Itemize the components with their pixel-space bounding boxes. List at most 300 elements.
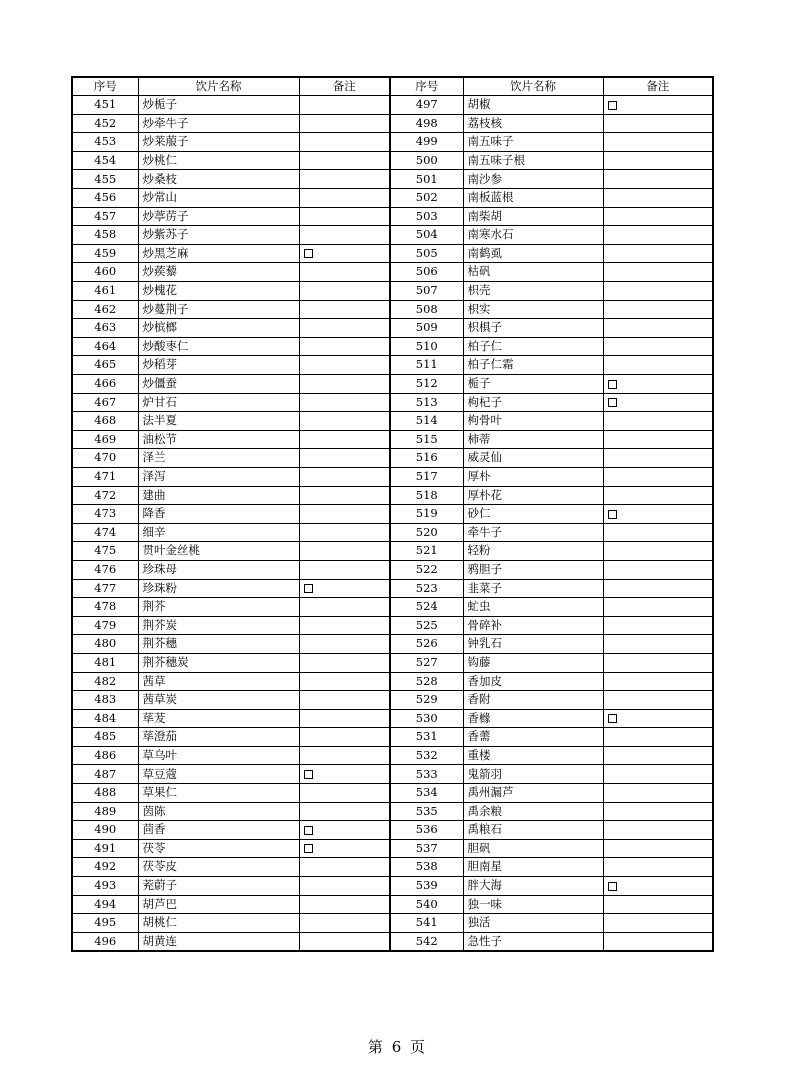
right-herb-name-cell: 枳壳: [463, 282, 603, 301]
table-row: [72, 319, 713, 338]
table-row: [72, 356, 713, 375]
left-herb-name-cell: 荜茇: [138, 709, 299, 728]
left-remark-cell: [299, 449, 390, 468]
left-remark-cell: [299, 579, 390, 598]
table-row: [72, 226, 713, 245]
right-remark-cell: [603, 263, 713, 282]
right-remark-cell: [603, 784, 713, 803]
left-remark-cell: [299, 486, 390, 505]
left-herb-name-cell: 草乌叶: [138, 746, 299, 765]
left-serial-cell: 485: [72, 728, 138, 747]
right-serial-cell: 527: [390, 653, 463, 672]
table-row: [72, 653, 713, 672]
left-remark-cell: [299, 412, 390, 431]
table-row: [72, 133, 713, 152]
left-remark-cell: [299, 319, 390, 338]
left-herb-name-cell: 细辛: [138, 523, 299, 542]
table-row: [72, 114, 713, 133]
right-serial-cell: 510: [390, 337, 463, 356]
table-row: [72, 337, 713, 356]
table-row: [72, 542, 713, 561]
header-remark-left: 备注: [299, 77, 390, 96]
right-herb-name-cell: 钩藤: [463, 653, 603, 672]
left-herb-name-cell: 茵陈: [138, 802, 299, 821]
left-serial-cell: 460: [72, 263, 138, 282]
right-remark-cell: [603, 839, 713, 858]
left-remark-cell: [299, 337, 390, 356]
right-remark-cell: [603, 337, 713, 356]
right-serial-cell: 541: [390, 914, 463, 933]
left-serial-cell: 453: [72, 133, 138, 152]
left-remark-cell: [299, 114, 390, 133]
right-herb-name-cell: 枳椇子: [463, 319, 603, 338]
table-row: [72, 877, 713, 896]
table-row: [72, 170, 713, 189]
left-remark-cell: [299, 151, 390, 170]
right-remark-cell: [603, 189, 713, 208]
left-serial-cell: 484: [72, 709, 138, 728]
footer-prefix: 第: [367, 1038, 383, 1056]
right-remark-cell: [603, 356, 713, 375]
table-row: [72, 821, 713, 840]
right-serial-cell: 503: [390, 207, 463, 226]
right-herb-name-cell: 香薷: [463, 728, 603, 747]
right-herb-name-cell: 枸杞子: [463, 393, 603, 412]
left-serial-cell: 457: [72, 207, 138, 226]
right-herb-name-cell: 枯矾: [463, 263, 603, 282]
right-remark-cell: [603, 932, 713, 951]
left-herb-name-cell: 炉甘石: [138, 393, 299, 412]
left-serial-cell: 495: [72, 914, 138, 933]
right-remark-cell: [603, 449, 713, 468]
right-remark-cell: [603, 877, 713, 896]
left-serial-cell: 471: [72, 467, 138, 486]
table-row: [72, 579, 713, 598]
left-serial-cell: 456: [72, 189, 138, 208]
right-remark-cell: [603, 691, 713, 710]
left-serial-cell: 493: [72, 877, 138, 896]
right-herb-name-cell: 荔枝核: [463, 114, 603, 133]
left-serial-cell: 482: [72, 672, 138, 691]
right-serial-cell: 538: [390, 858, 463, 877]
left-herb-name-cell: 炒酸枣仁: [138, 337, 299, 356]
table-row: [72, 505, 713, 524]
left-serial-cell: 486: [72, 746, 138, 765]
right-herb-name-cell: 南五味子根: [463, 151, 603, 170]
table-row: [72, 96, 713, 115]
right-herb-name-cell: 禹余粮: [463, 802, 603, 821]
right-herb-name-cell: 独活: [463, 914, 603, 933]
table-row: [72, 635, 713, 654]
right-serial-cell: 530: [390, 709, 463, 728]
right-serial-cell: 504: [390, 226, 463, 245]
left-remark-cell: [299, 691, 390, 710]
right-serial-cell: 497: [390, 96, 463, 115]
left-remark-cell: [299, 282, 390, 301]
right-herb-name-cell: 柏子仁霜: [463, 356, 603, 375]
left-remark-cell: [299, 189, 390, 208]
left-herb-name-cell: 荆芥穗: [138, 635, 299, 654]
header-remark-right: 备注: [603, 77, 713, 96]
left-herb-name-cell: 炒栀子: [138, 96, 299, 115]
right-herb-name-cell: 胖大海: [463, 877, 603, 896]
left-herb-name-cell: 法半夏: [138, 412, 299, 431]
left-remark-cell: [299, 170, 390, 189]
right-serial-cell: 520: [390, 523, 463, 542]
left-herb-name-cell: 炒桑枝: [138, 170, 299, 189]
table-row: [72, 486, 713, 505]
right-herb-name-cell: 轻粉: [463, 542, 603, 561]
right-herb-name-cell: 鸦胆子: [463, 560, 603, 579]
left-herb-name-cell: 茴香: [138, 821, 299, 840]
left-herb-name-cell: 茺蔚子: [138, 877, 299, 896]
left-herb-name-cell: 茯苓: [138, 839, 299, 858]
table-row: [72, 932, 713, 951]
left-remark-cell: [299, 133, 390, 152]
header-serial-left: 序号: [72, 77, 138, 96]
right-serial-cell: 518: [390, 486, 463, 505]
right-herb-name-cell: 枳实: [463, 300, 603, 319]
right-serial-cell: 524: [390, 598, 463, 617]
right-remark-cell: [603, 505, 713, 524]
right-serial-cell: 509: [390, 319, 463, 338]
table-row: [72, 598, 713, 617]
right-remark-cell: [603, 672, 713, 691]
right-serial-cell: 540: [390, 895, 463, 914]
right-herb-name-cell: 独一味: [463, 895, 603, 914]
right-herb-name-cell: 南沙参: [463, 170, 603, 189]
right-herb-name-cell: 南五味子: [463, 133, 603, 152]
right-serial-cell: 505: [390, 244, 463, 263]
right-herb-name-cell: 厚朴花: [463, 486, 603, 505]
right-remark-cell: [603, 802, 713, 821]
table-row: [72, 282, 713, 301]
right-serial-cell: 517: [390, 467, 463, 486]
right-herb-name-cell: 禹粮石: [463, 821, 603, 840]
right-herb-name-cell: 柿蒂: [463, 430, 603, 449]
table-row: [72, 728, 713, 747]
left-herb-name-cell: 茯苓皮: [138, 858, 299, 877]
left-remark-cell: [299, 300, 390, 319]
left-serial-cell: 451: [72, 96, 138, 115]
right-herb-name-cell: 鬼箭羽: [463, 765, 603, 784]
table-row: [72, 691, 713, 710]
left-remark-cell: [299, 207, 390, 226]
left-serial-cell: 477: [72, 579, 138, 598]
table-row: [72, 746, 713, 765]
left-serial-cell: 475: [72, 542, 138, 561]
left-remark-cell: [299, 226, 390, 245]
left-herb-name-cell: 胡桃仁: [138, 914, 299, 933]
right-serial-cell: 542: [390, 932, 463, 951]
right-remark-cell: [603, 319, 713, 338]
right-remark-cell: [603, 486, 713, 505]
left-serial-cell: 458: [72, 226, 138, 245]
left-herb-name-cell: 降香: [138, 505, 299, 524]
left-remark-cell: [299, 356, 390, 375]
right-remark-cell: [603, 858, 713, 877]
left-herb-name-cell: 建曲: [138, 486, 299, 505]
left-remark-cell: [299, 802, 390, 821]
right-serial-cell: 511: [390, 356, 463, 375]
left-serial-cell: 489: [72, 802, 138, 821]
table-row: [72, 151, 713, 170]
right-serial-cell: 508: [390, 300, 463, 319]
table-row: [72, 616, 713, 635]
right-serial-cell: 523: [390, 579, 463, 598]
left-serial-cell: 491: [72, 839, 138, 858]
left-serial-cell: 465: [72, 356, 138, 375]
remark-checkbox-icon: [304, 584, 313, 593]
table-row: [72, 895, 713, 914]
right-remark-cell: [603, 560, 713, 579]
right-remark-cell: [603, 616, 713, 635]
right-serial-cell: 529: [390, 691, 463, 710]
table-row: [72, 449, 713, 468]
right-herb-name-cell: 枸骨叶: [463, 412, 603, 431]
right-herb-name-cell: 韭菜子: [463, 579, 603, 598]
left-serial-cell: 487: [72, 765, 138, 784]
left-serial-cell: 468: [72, 412, 138, 431]
left-herb-name-cell: 草果仁: [138, 784, 299, 803]
left-remark-cell: [299, 393, 390, 412]
left-remark-cell: [299, 560, 390, 579]
right-serial-cell: 526: [390, 635, 463, 654]
left-herb-name-cell: 草豆蔻: [138, 765, 299, 784]
table-row: [72, 672, 713, 691]
right-herb-name-cell: 钟乳石: [463, 635, 603, 654]
right-serial-cell: 534: [390, 784, 463, 803]
left-herb-name-cell: 珍珠母: [138, 560, 299, 579]
table-row: [72, 523, 713, 542]
remark-checkbox-icon: [608, 714, 617, 723]
right-serial-cell: 519: [390, 505, 463, 524]
left-remark-cell: [299, 96, 390, 115]
right-remark-cell: [603, 393, 713, 412]
left-remark-cell: [299, 523, 390, 542]
header-name-right: 饮片名称: [463, 77, 603, 96]
left-herb-name-cell: 荜澄茄: [138, 728, 299, 747]
table-row: [72, 207, 713, 226]
table-row: [72, 467, 713, 486]
left-serial-cell: 469: [72, 430, 138, 449]
right-serial-cell: 521: [390, 542, 463, 561]
table-row: [72, 244, 713, 263]
right-remark-cell: [603, 467, 713, 486]
table-body: [72, 96, 713, 951]
right-remark-cell: [603, 430, 713, 449]
right-remark-cell: [603, 746, 713, 765]
right-remark-cell: [603, 412, 713, 431]
table-row: [72, 765, 713, 784]
right-herb-name-cell: 急性子: [463, 932, 603, 951]
left-herb-name-cell: 炒牵牛子: [138, 114, 299, 133]
left-serial-cell: 483: [72, 691, 138, 710]
left-herb-name-cell: 胡黄连: [138, 932, 299, 951]
right-serial-cell: 501: [390, 170, 463, 189]
table-row: [72, 802, 713, 821]
right-serial-cell: 513: [390, 393, 463, 412]
right-serial-cell: 514: [390, 412, 463, 431]
table-row: [72, 560, 713, 579]
right-serial-cell: 532: [390, 746, 463, 765]
right-herb-name-cell: 牵牛子: [463, 523, 603, 542]
right-herb-name-cell: 厚朴: [463, 467, 603, 486]
left-remark-cell: [299, 877, 390, 896]
left-remark-cell: [299, 616, 390, 635]
right-herb-name-cell: 砂仁: [463, 505, 603, 524]
left-remark-cell: [299, 375, 390, 394]
left-serial-cell: 462: [72, 300, 138, 319]
left-serial-cell: 472: [72, 486, 138, 505]
remark-checkbox-icon: [608, 380, 617, 389]
table-row: [72, 709, 713, 728]
table-row: [72, 839, 713, 858]
left-serial-cell: 454: [72, 151, 138, 170]
right-serial-cell: 539: [390, 877, 463, 896]
right-herb-name-cell: 南板蓝根: [463, 189, 603, 208]
left-herb-name-cell: 泽兰: [138, 449, 299, 468]
right-remark-cell: [603, 635, 713, 654]
right-remark-cell: [603, 709, 713, 728]
left-remark-cell: [299, 821, 390, 840]
table-row: [72, 375, 713, 394]
left-herb-name-cell: 荆芥: [138, 598, 299, 617]
left-herb-name-cell: 炒僵蚕: [138, 375, 299, 394]
left-remark-cell: [299, 263, 390, 282]
left-herb-name-cell: 炒槟榔: [138, 319, 299, 338]
right-remark-cell: [603, 375, 713, 394]
left-herb-name-cell: 荆芥炭: [138, 616, 299, 635]
right-serial-cell: 533: [390, 765, 463, 784]
right-herb-name-cell: 胆矾: [463, 839, 603, 858]
right-remark-cell: [603, 579, 713, 598]
left-remark-cell: [299, 839, 390, 858]
left-herb-name-cell: 胡芦巴: [138, 895, 299, 914]
right-remark-cell: [603, 542, 713, 561]
left-remark-cell: [299, 505, 390, 524]
left-remark-cell: [299, 467, 390, 486]
table-row: [72, 430, 713, 449]
table-row: [72, 393, 713, 412]
right-serial-cell: 531: [390, 728, 463, 747]
left-herb-name-cell: 荆芥穗炭: [138, 653, 299, 672]
left-herb-name-cell: 油松节: [138, 430, 299, 449]
left-herb-name-cell: 茜草: [138, 672, 299, 691]
right-serial-cell: 499: [390, 133, 463, 152]
left-herb-name-cell: 炒葶苈子: [138, 207, 299, 226]
right-remark-cell: [603, 598, 713, 617]
left-herb-name-cell: 炒桃仁: [138, 151, 299, 170]
table-header-row: [72, 77, 713, 96]
right-herb-name-cell: 重楼: [463, 746, 603, 765]
left-remark-cell: [299, 430, 390, 449]
right-serial-cell: 507: [390, 282, 463, 301]
right-serial-cell: 522: [390, 560, 463, 579]
left-serial-cell: 470: [72, 449, 138, 468]
right-serial-cell: 525: [390, 616, 463, 635]
left-serial-cell: 488: [72, 784, 138, 803]
left-remark-cell: [299, 895, 390, 914]
left-serial-cell: 452: [72, 114, 138, 133]
left-remark-cell: [299, 765, 390, 784]
left-remark-cell: [299, 709, 390, 728]
right-herb-name-cell: 柏子仁: [463, 337, 603, 356]
left-herb-name-cell: 炒常山: [138, 189, 299, 208]
left-serial-cell: 459: [72, 244, 138, 263]
table-row: [72, 412, 713, 431]
right-remark-cell: [603, 765, 713, 784]
right-remark-cell: [603, 170, 713, 189]
left-remark-cell: [299, 784, 390, 803]
left-remark-cell: [299, 914, 390, 933]
table-row: [72, 858, 713, 877]
left-herb-name-cell: 炒黑芝麻: [138, 244, 299, 263]
remark-checkbox-icon: [304, 770, 313, 779]
right-serial-cell: 516: [390, 449, 463, 468]
left-serial-cell: 476: [72, 560, 138, 579]
right-herb-name-cell: 胆南星: [463, 858, 603, 877]
right-herb-name-cell: 香加皮: [463, 672, 603, 691]
right-serial-cell: 515: [390, 430, 463, 449]
right-remark-cell: [603, 133, 713, 152]
right-remark-cell: [603, 207, 713, 226]
right-remark-cell: [603, 151, 713, 170]
left-serial-cell: 481: [72, 653, 138, 672]
remark-checkbox-icon: [304, 844, 313, 853]
left-serial-cell: 480: [72, 635, 138, 654]
left-herb-name-cell: 炒紫苏子: [138, 226, 299, 245]
remark-checkbox-icon: [608, 510, 617, 519]
table-row: [72, 300, 713, 319]
left-remark-cell: [299, 635, 390, 654]
right-herb-name-cell: 香附: [463, 691, 603, 710]
left-remark-cell: [299, 858, 390, 877]
left-remark-cell: [299, 244, 390, 263]
table-row: [72, 189, 713, 208]
right-serial-cell: 506: [390, 263, 463, 282]
left-serial-cell: 479: [72, 616, 138, 635]
right-herb-name-cell: 南寒水石: [463, 226, 603, 245]
left-serial-cell: 478: [72, 598, 138, 617]
remark-checkbox-icon: [608, 398, 617, 407]
table-row: [72, 263, 713, 282]
left-serial-cell: 494: [72, 895, 138, 914]
left-remark-cell: [299, 672, 390, 691]
left-herb-name-cell: 炒稻芽: [138, 356, 299, 375]
page-footer: [0, 1036, 793, 1057]
right-serial-cell: 512: [390, 375, 463, 394]
right-herb-name-cell: 南鹤虱: [463, 244, 603, 263]
remark-checkbox-icon: [304, 249, 313, 258]
herb-list-table: [71, 76, 714, 952]
left-remark-cell: [299, 542, 390, 561]
left-serial-cell: 490: [72, 821, 138, 840]
right-remark-cell: [603, 300, 713, 319]
left-herb-name-cell: 炒蒺藜: [138, 263, 299, 282]
left-serial-cell: 466: [72, 375, 138, 394]
remark-checkbox-icon: [304, 826, 313, 835]
right-remark-cell: [603, 895, 713, 914]
left-serial-cell: 496: [72, 932, 138, 951]
left-herb-name-cell: 炒蔓荆子: [138, 300, 299, 319]
table-row: [72, 784, 713, 803]
left-serial-cell: 461: [72, 282, 138, 301]
right-herb-name-cell: 香橼: [463, 709, 603, 728]
right-remark-cell: [603, 653, 713, 672]
right-herb-name-cell: 虻虫: [463, 598, 603, 617]
left-herb-name-cell: 泽泻: [138, 467, 299, 486]
